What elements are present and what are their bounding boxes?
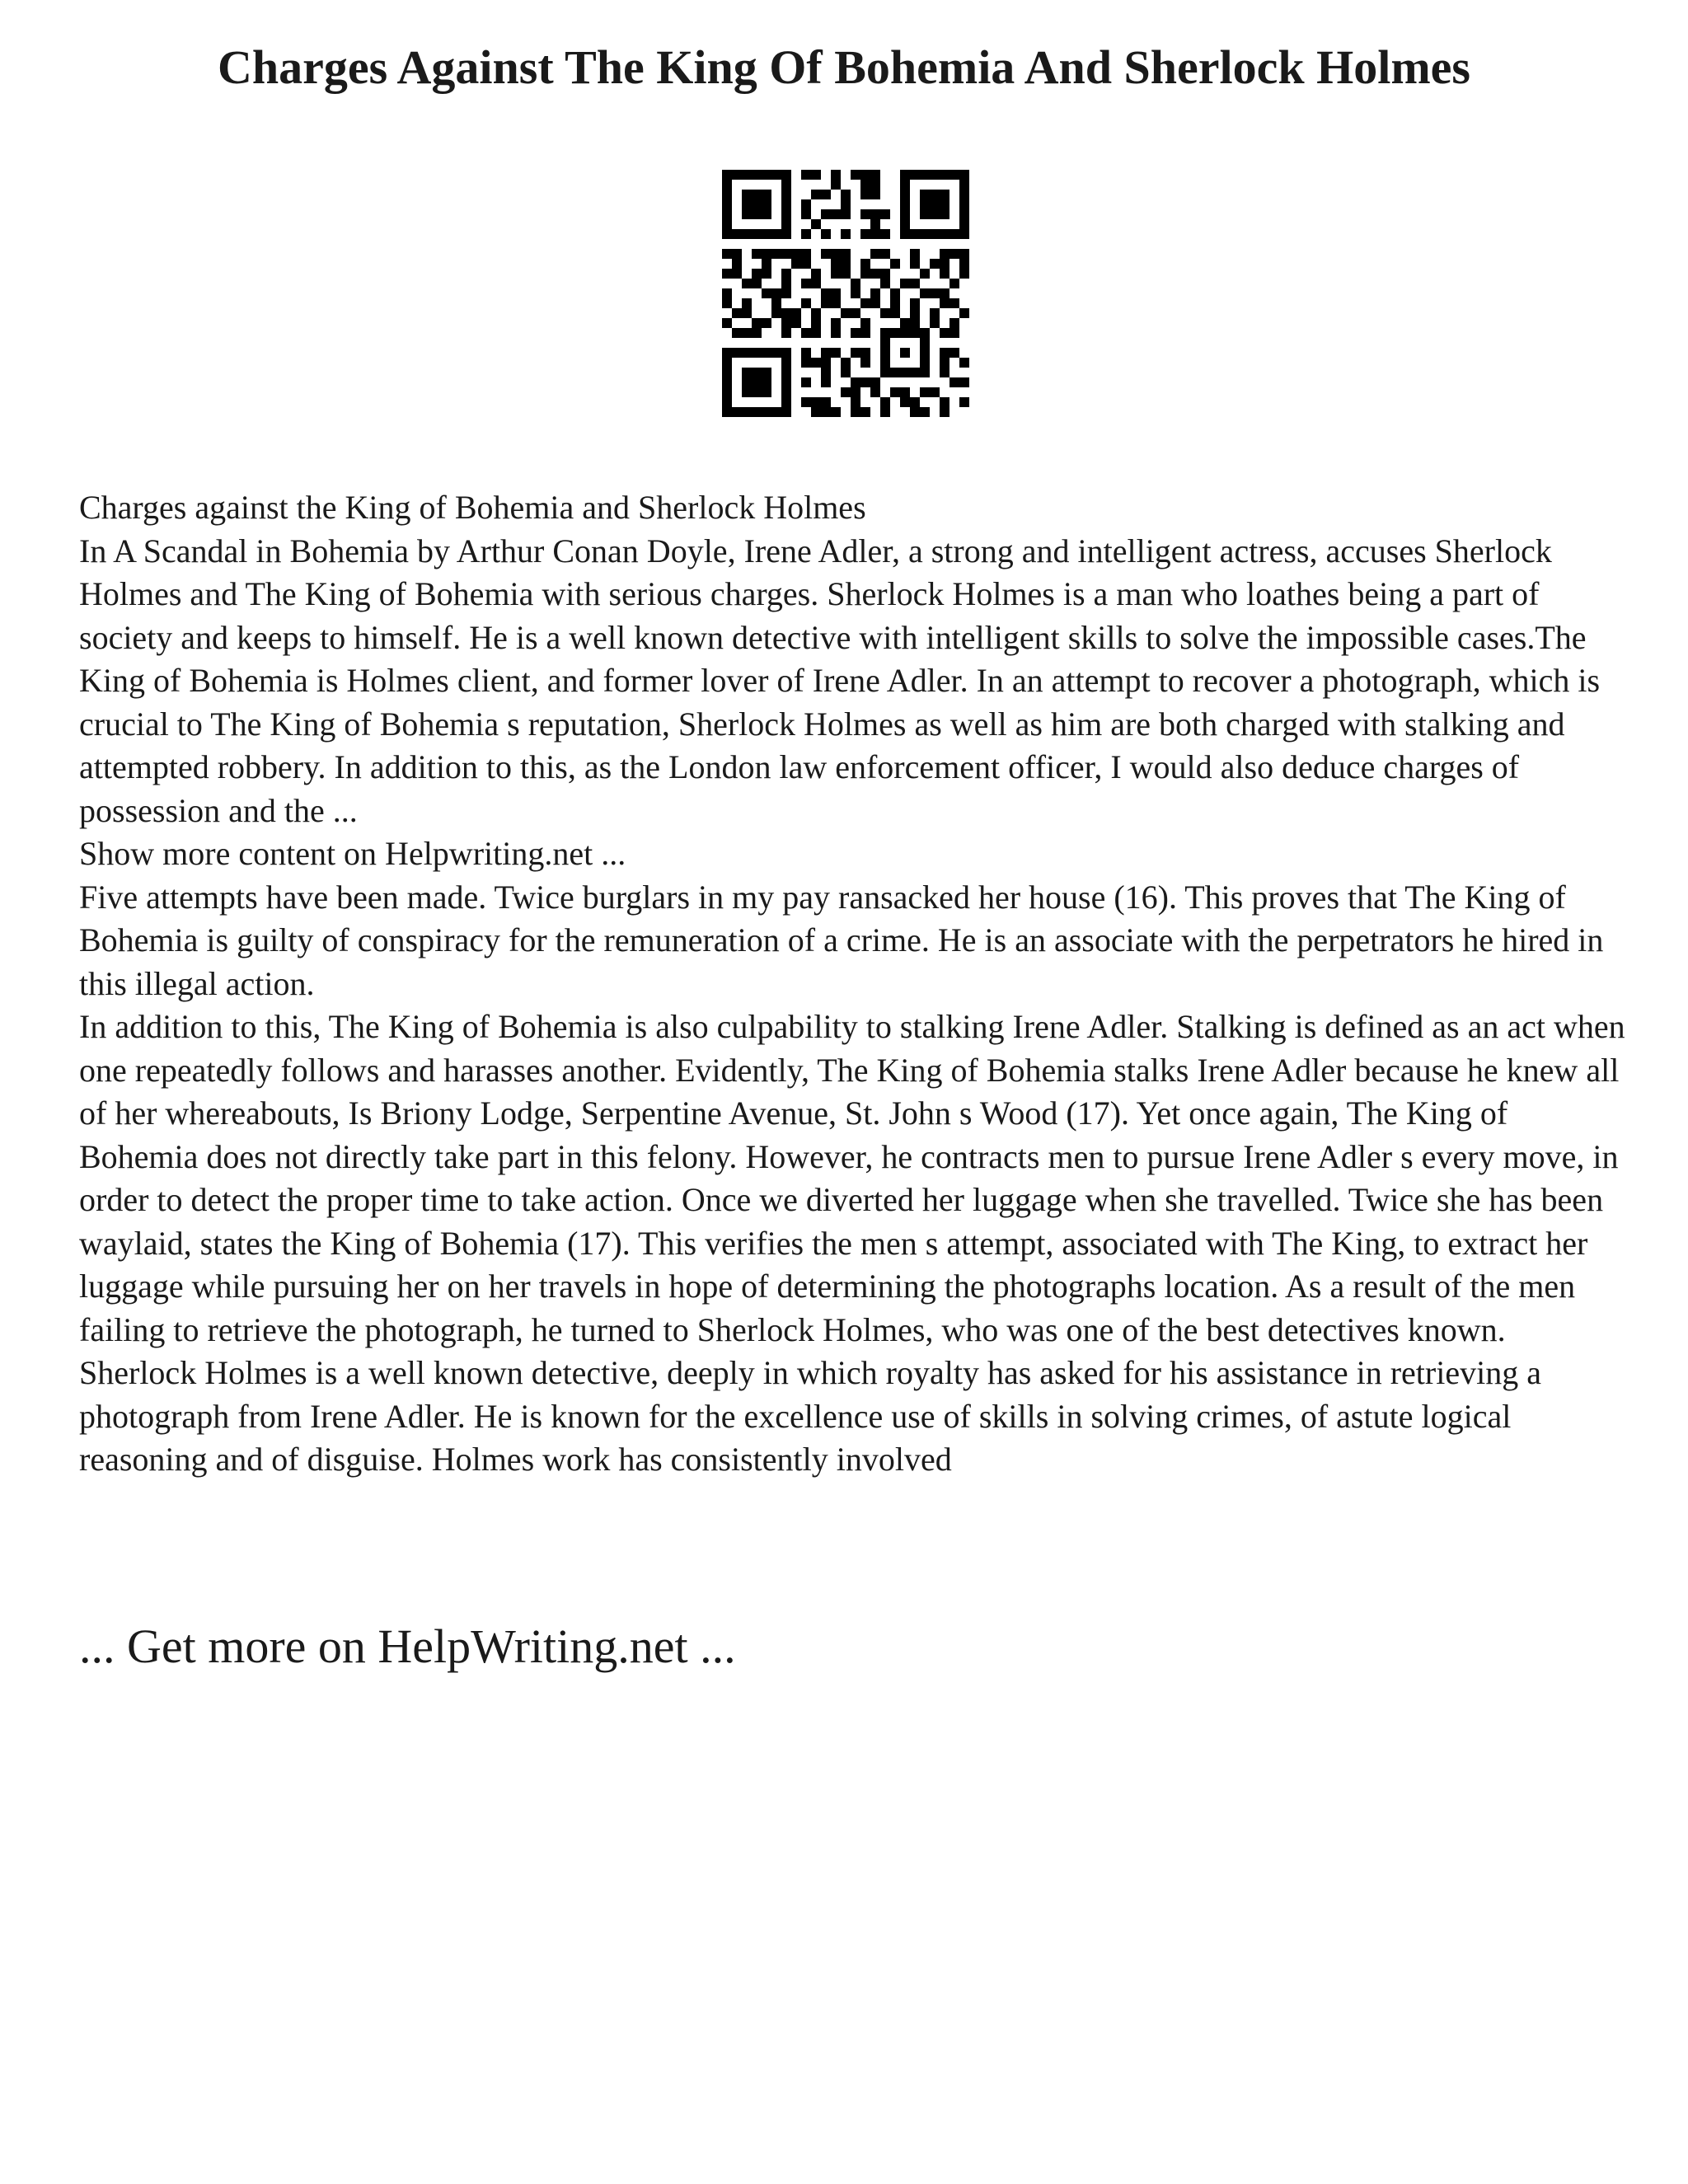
show-more-link[interactable]: Show more content on Helpwriting.net ... <box>79 835 626 872</box>
paragraph: Five attempts have been made. Twice burglars in my pay ransacked her house (16). This proves that The King of Bohemia is guilty of conspiracy for the remuneration of a crime. He is an associate with the perpetrators he hired in this illegal action. <box>79 878 1604 1002</box>
article-body <box>79 486 1629 1482</box>
page-title: Charges Against The King Of Bohemia And Sherlock Holmes <box>218 40 1470 94</box>
article-subtitle: Charges against the King of Bohemia and Sherlock Holmes <box>79 489 866 526</box>
paragraph: Sherlock Holmes is a well known detective, deeply in which royalty has asked for his assistance in retrieving a photograph from Irene Adler. He is known for the excellence use of skills in solving crimes, of astute logical reasoning and of disguise. Holmes work has consistently involved <box>79 1354 1541 1478</box>
get-more-link[interactable]: ... Get more on HelpWriting.net ... <box>79 1619 736 1673</box>
paragraph: In A Scandal in Bohemia by Arthur Conan Doyle, Irene Adler, a strong and intelligent actress, accuses Sherlock Holmes and The King of Bohemia with serious charges. Sherlock Holmes is a man who loathes being a part of society and keeps to himself. He is a well known detective with intelligent skills to solve the impossible cases.The King of Bohemia is Holmes client, and former lover of Irene Adler. In an attempt to recover a photograph, which is crucial to The King of Bohemia s reputation, Sherlock Holmes as well as him are both charged with stalking and attempted robbery. In addition to this, as the London law enforcement officer, I would also deduce charges of possession and the ... <box>79 532 1601 829</box>
qr-code-icon[interactable] <box>722 170 969 417</box>
paragraph: In addition to this, The King of Bohemia is also culpability to stalking Irene Adler. Stalking is defined as an act when one repeatedly follows and harasses another. Evidently, The King of Bohemia stalks Irene Adler because he knew all of her whereabouts, Is Briony Lodge, Serpentine Avenue, St. John s Wood (17). Yet once again, The King of Bohemia does not directly take part in this felony. However, he contracts men to pursue Irene Adler s every move, in order to detect the proper time to take action. Once we diverted her luggage when she travelled. Twice she has been waylaid, states the King of Bohemia (17). This verifies the men s attempt, associated with The King, to extract her luggage while pursuing her on her travels in hope of determining the photographs location. As a result of the men failing to retrieve the photograph, he turned to Sherlock Holmes, who was one of the best detectives known. <box>79 1008 1625 1348</box>
